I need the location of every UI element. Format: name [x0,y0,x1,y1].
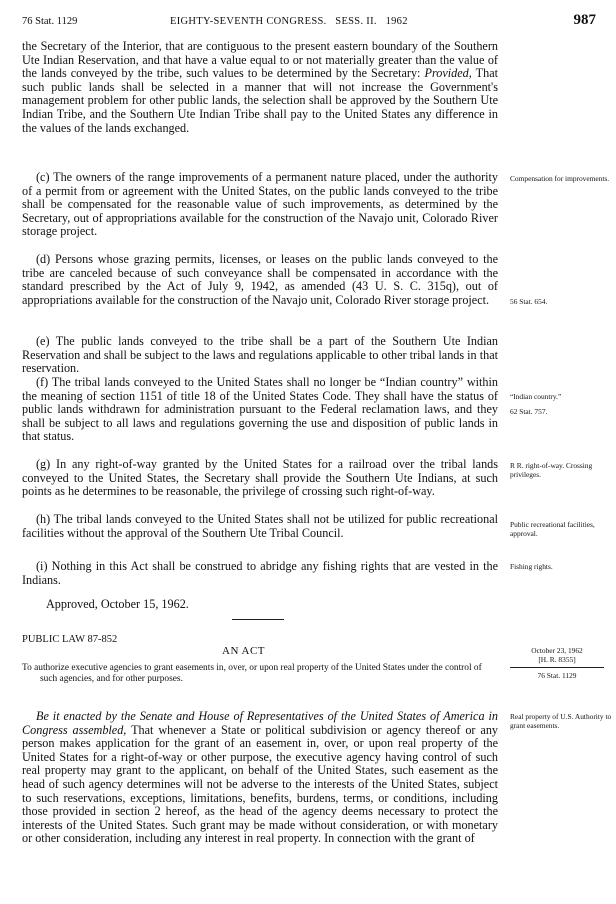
paragraph-h: (h) The tribal lands conveyed to the United States shall not be utilized for public recreational facilities without the approval of the Southern Ute Tribal Council. [22,512,498,540]
paragraph-e: (e) The public lands conveyed to the tribe shall be a part of the Southern Ute Indian Reservation and shall be subject to the laws and regulations applicable to other tribal lands in that reservation. [22,334,498,376]
enactment-date: October 23, 1962 [531,646,583,655]
margin-note-real-property: Real property of U.S. Authority to grant easements. [510,712,612,730]
running-header [22,12,606,32]
bill-rule [510,667,604,668]
public-law-number: PUBLIC LAW 87-852 [22,634,118,645]
enacting-clause: Be it enacted by the Senate and House of Representatives of the United States of America in Congress assembled, [22,709,498,737]
paragraph-g: (g) In any right-of-way granted by the United States for a railroad over the tribal lands conveyed to the United States, the Secretary shall provide the Southern Ute Indians, at such points as he determines to be reasonable, the privilege of crossing such right-of-way. [22,457,498,499]
p1-rest-text: That such public lands shall be selected in a manner that will not increase the Government's management problem for other public lands, the selection shall be approved by the Southern Ute Indian Tribe, and the Southern Ute Indian Tribe shall pay to the United States any difference in the values of the lands exchanged. [22,66,499,135]
provided-proviso: Provided, [424,66,472,81]
paragraph-d: (d) Persons whose grazing permits, licenses, or leases on the public lands conveyed to the tribe are canceled because of such conveyance shall be compensated in accordance with the standard prescribed by the Act of July 9, 1942, as amended (43 U. S. C. 315q), out of appropriations available for the construction of the Navajo unit, Colorado River storage project. [22,252,498,307]
stat-citation: 76 Stat. 1129 [537,671,577,680]
margin-note-compensation: Compensation for improvements. [510,174,610,183]
header-congress: EIGHTY-SEVENTH CONGRESS. SESS. II. 1962 [170,16,408,27]
body-paragraph-e [22,335,498,376]
body-paragraph-c [22,171,498,239]
margin-note-recreational: Public recreational facilities, approval. [510,520,595,538]
body-paragraph-1 [22,40,498,135]
act-title: AN ACT [222,645,266,657]
paragraph-c: (c) The owners of the range improvements of a permanent nature placed, under the authority of a permit from or agreement with the United States, on the public lands conveyed to the tribe shall be compensated for the reasonable value of such improvements, as determined by the Secretary, out of appropriations available for the construction of the Navajo unit, Colorado River storage project. [22,170,498,239]
body-paragraph-h [22,513,498,540]
caption-text: To authorize executive agencies to grant easements in, over, or upon real property of the United States under the control of such agencies, and for other purposes. [22,663,482,684]
body-paragraph-d [22,253,498,307]
act-caption [22,663,500,685]
section-divider [232,619,284,620]
approved-date: Approved, October 15, 1962. [46,597,189,611]
paragraph-f: (f) The tribal lands conveyed to the United States shall no longer be “Indian country” within the meaning of section 1151 of title 18 of the United States Code. They shall have the status of public lands withdrawn for administration pursuant to the Federal reclamation laws, and they shall be subject to all laws and regulations governing the use and disposition of public lands in that status. [22,375,498,444]
body-paragraph-f [22,376,498,444]
margin-note-fishing: Fishing rights. [510,562,553,571]
paragraph-i: (i) Nothing in this Act shall be construed to abridge any fishing rights that are vested in the Indians. [22,559,498,587]
bill-number: [H. R. 8355] [538,655,576,664]
act-body [22,710,498,846]
body-paragraph-i [22,560,498,587]
header-stat-ref: 76 Stat. 1129 [22,16,78,27]
margin-note-indian-country: “Indian country.” [510,392,562,401]
act-body-text: That whenever a State or political subdivision or agency thereof or any person makes application for the grant of an easement in, over, or upon real property of the United States for a right-of-way or other purpose, the executive agency having control of such real property may grant to the applicant, on behalf of the United States, such easement as the head of such agency determines will not be adverse to the interests of the United States, subject to such reservations, exceptions, limitations, benefits, burdens, terms, or conditions, including those provided in section 2 hereof, as the head of the agency deems necessary to protect the interests of the United States. Such grant may be made without consideration, or with monetary or other consideration, including any interest in real property. In connection with the grant of [22,722,499,846]
p1-text: the Secretary of the Interior, that are contiguous to the present eastern boundary of the Southern Ute Indian Reservation, and that have a value equal to or not materially greater than the value of the lands conveyed by the tribe, such values to be determined by the Secretary: [22,39,498,81]
margin-note-right-of-way: R R. right-of-way. Crossing privileges. [510,461,593,479]
page-number: 987 [573,12,596,28]
body-paragraph-g [22,458,498,499]
margin-note-stat-654: 56 Stat. 654. [510,297,548,306]
bill-reference [510,646,604,680]
margin-note-stat-757: 62 Stat. 757. [510,407,548,416]
